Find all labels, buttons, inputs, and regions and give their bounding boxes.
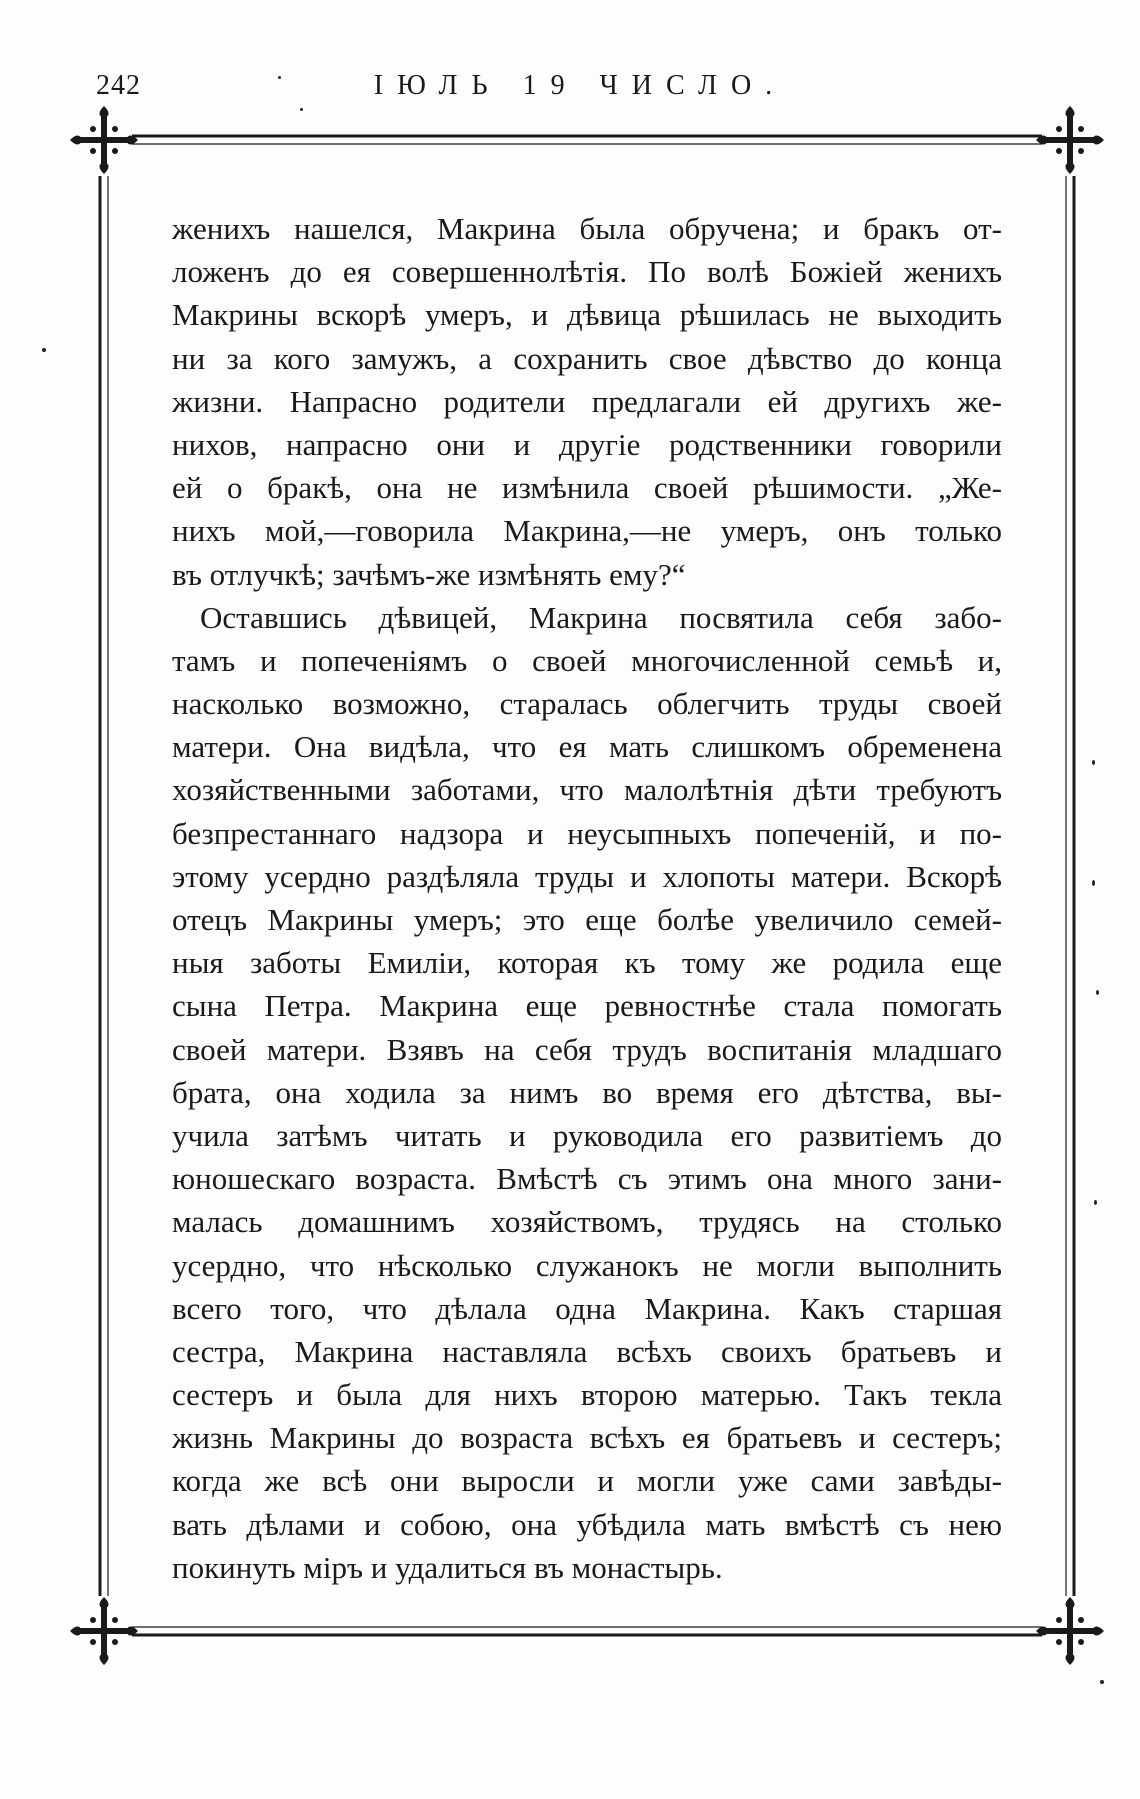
text-line: хозяйственными заботами, что малолѣтнія дѣти требуютъ — [172, 772, 1002, 808]
text-line: усердно, что нѣсколько служанокъ не могли выполнить — [172, 1247, 1002, 1283]
text-line: сына Петра. Макрина еще ревностнѣе стала помогать — [172, 988, 1002, 1024]
text-line: жизнь Макрины до возраста всѣхъ ея братьевъ и сестеръ; — [172, 1420, 1002, 1456]
text-line: ни за кого замужъ, а сохранить свое дѣвство до конца — [172, 340, 1002, 376]
corner-cross-bottom-right-icon — [1036, 1597, 1104, 1665]
text-line: юношескаго возраста. Вмѣстѣ съ этимъ она много зани- — [172, 1161, 1002, 1197]
scan-speck — [300, 108, 303, 111]
text-line: въ отлучкѣ; зачѣмъ-же измѣнять ему?“ — [172, 556, 686, 592]
scan-speck — [1100, 1680, 1104, 1684]
text-line: женихъ нашелся, Макрина была обручена; и бракъ от- — [172, 211, 1002, 246]
text-line: ныя заботы Емиліи, которая къ тому же родила еще — [172, 945, 1002, 981]
scan-speck — [42, 348, 46, 352]
paragraph-start-line: Оставшись дѣвицей, Макрина посвятила себя забо- — [200, 599, 1002, 635]
text-line: своей матери. Взявъ на себя трудъ воспитанія младшаго — [172, 1031, 1002, 1067]
text-line: нихов, напрасно они и другіе родственники говорили — [172, 426, 1002, 462]
scan-speck — [1092, 880, 1095, 886]
text-line: отецъ Макрины умеръ; это еще болѣе увеличило семей- — [172, 902, 1002, 937]
running-head: ІЮЛЬ 19 ЧИСЛО. — [373, 70, 787, 101]
text-line: малась домашнимъ хозяйствомъ, трудясь на столько — [172, 1204, 1002, 1240]
scan-speck — [278, 76, 281, 79]
text-line: сестра, Макрина наставляла всѣхъ своихъ братьевъ и — [172, 1333, 1002, 1369]
text-line: этому усердно раздѣляла труды и хлопоты матери. Вскорѣ — [172, 858, 1002, 894]
scan-speck — [1096, 990, 1099, 995]
text-line: нихъ мой,—говорила Макрина,—не умеръ, онъ только — [172, 513, 1002, 549]
text-line: тамъ и попеченіямъ о своей многочисленной семьѣ и, — [172, 642, 1002, 678]
text-line: вать дѣлами и собою, она убѣдила мать вмѣстѣ съ нею — [172, 1506, 1002, 1542]
text-line: Макрины вскорѣ умеръ, и дѣвица рѣшилась не выходить — [172, 297, 1002, 333]
body-text — [172, 207, 1002, 1589]
text-line: безпрестаннаго надзора и неусыпныхъ попеченій, и по- — [172, 815, 1002, 851]
text-line: сестеръ и была для нихъ второю матерью. Такъ текла — [172, 1377, 1002, 1413]
text-line: учила затѣмъ читать и руководила его развитіемъ до — [172, 1117, 1002, 1153]
corner-cross-bottom-left-icon — [70, 1597, 138, 1665]
text-line: ей о бракѣ, она не измѣнила своей рѣшимости. „Же- — [172, 470, 1002, 506]
text-line: брата, она ходила за нимъ во время его дѣтства, вы- — [172, 1074, 1002, 1110]
corner-cross-top-left-icon — [70, 106, 138, 174]
text-line: насколько возможно, старалась облегчить труды своей — [172, 686, 1002, 722]
page-number: 242 — [96, 70, 141, 101]
text-line: ложенъ до ея совершеннолѣтія. По волѣ Божіей женихъ — [172, 254, 1002, 290]
scan-speck — [1094, 1200, 1097, 1205]
scan-speck — [1092, 760, 1095, 765]
text-line: покинуть міръ и удалиться въ монастырь. — [172, 1549, 723, 1585]
text-line: когда же всѣ они выросли и могли уже сами завѣды- — [172, 1463, 1002, 1499]
text-line: матери. Она видѣла, что ея мать слишкомъ обременена — [172, 729, 1002, 765]
corner-cross-top-right-icon — [1036, 106, 1104, 174]
text-line: жизни. Напрасно родители предлагали ей другихъ же- — [172, 383, 1002, 419]
text-line: всего того, что дѣлала одна Макрина. Какъ старшая — [172, 1290, 1002, 1326]
